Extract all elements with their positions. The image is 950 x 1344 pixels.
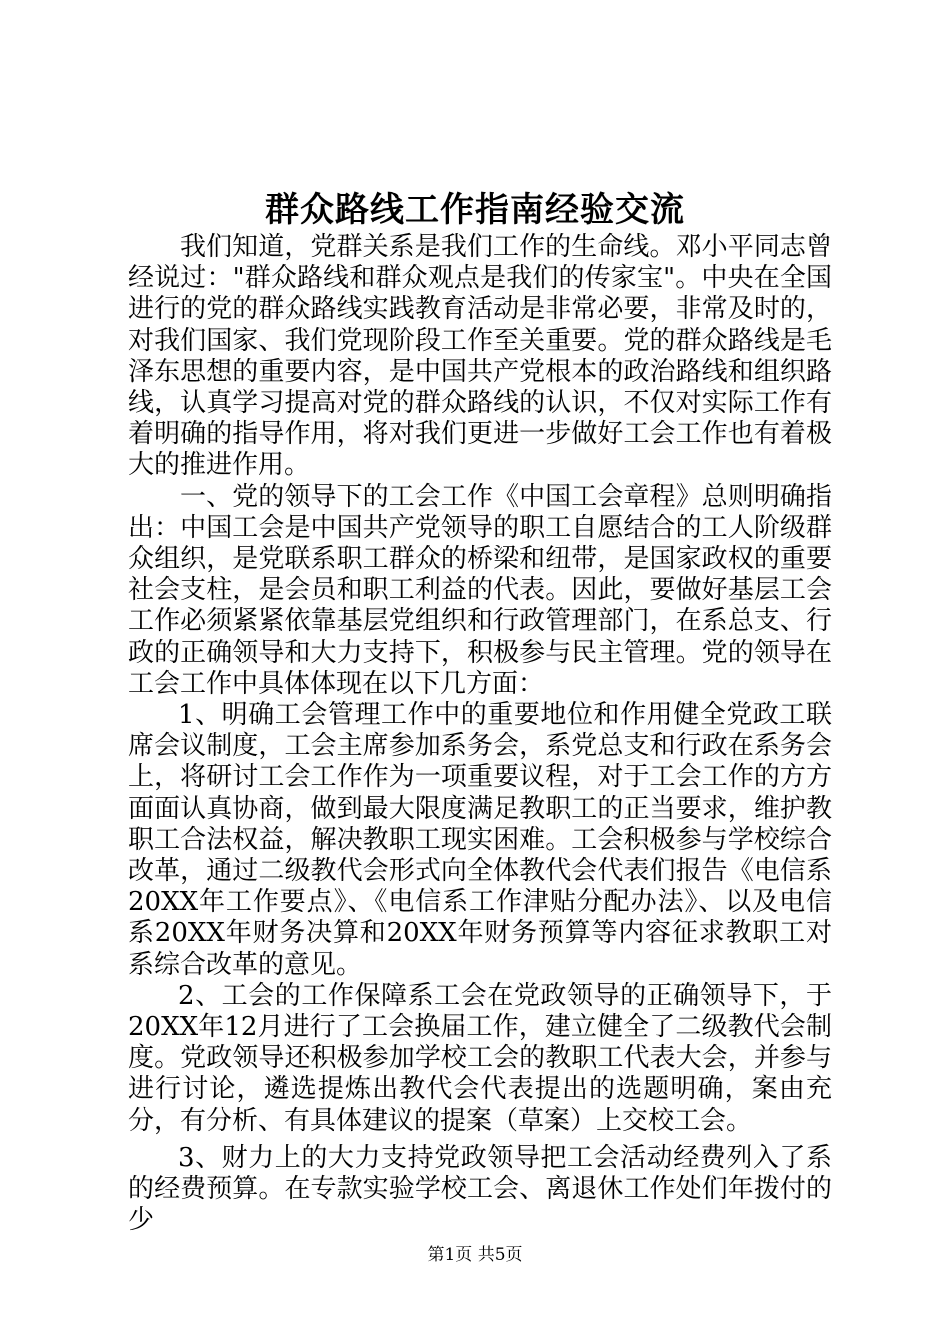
paragraph-item-3: 3、财力上的大力支持党政领导把工会活动经费列入了系的经费预算。在专款实验学校工会、离退休工作处们年拨付的少 [128, 1142, 832, 1236]
page-number-footer: 第1页 共5页 [427, 1245, 523, 1265]
paragraph-item-1: 1、明确工会管理工作中的重要地位和作用健全党政工联席会议制度，工会主席参加系务会，系党总支和行政在系务会上，将研讨工会工作作为一项重要议程，对于工会工作的方方面面认真协商，做到最大限度满足教职工的正当要求，维护教职工合法权益，解决教职工现实困难。工会积极参与学校综合改革，通过二级教代会形式向全体教代会代表们报告《电信系20XX年工作要点》、《电信系工作津贴分配办法》、以及电信系20XX年财务决算和20XX年财务预算等内容征求教职工对系综合改革的意见。 [128, 700, 832, 980]
paragraph-section-one: 一、党的领导下的工会工作《中国工会章程》总则明确指出：中国工会是中国共产党领导的职工自愿结合的工人阶级群众组织，是党联系职工群众的桥梁和纽带，是国家政权的重要社会支柱，是会员和职工利益的代表。因此，要做好基层工会工作必须紧紧依靠基层党组织和行政管理部门，在系总支、行政的正确领导和大力支持下，积极参与民主管理。党的领导在工会工作中具体体现在以下几方面： [128, 481, 832, 699]
document-body [128, 232, 832, 1237]
paragraph-item-2: 2、工会的工作保障系工会在党政领导的正确领导下，于20XX年12月进行了工会换届工作，建立健全了二级教代会制度。党政领导还积极参加学校工会的教职工代表大会，并参与进行讨论，遴选提炼出教代会代表提出的选题明确，案由充分，有分析、有具体建议的提案（草案）上交校工会。 [128, 980, 832, 1136]
document-title: 群众路线工作指南经验交流 [265, 190, 685, 230]
paragraph-intro: 我们知道，党群关系是我们工作的生命线。邓小平同志曾经说过："群众路线和群众观点是我们的传家宝"。中央在全国进行的党的群众路线实践教育活动是非常必要，非常及时的，对我们国家、我们党现阶段工作至关重要。党的群众路线是毛泽东思想的重要内容，是中国共产党根本的政治路线和组织路线，认真学习提高对党的群众路线的认识，不仅对实际工作有着明确的指导作用，将对我们更进一步做好工会工作也有着极大的推进作用。 [128, 232, 832, 481]
